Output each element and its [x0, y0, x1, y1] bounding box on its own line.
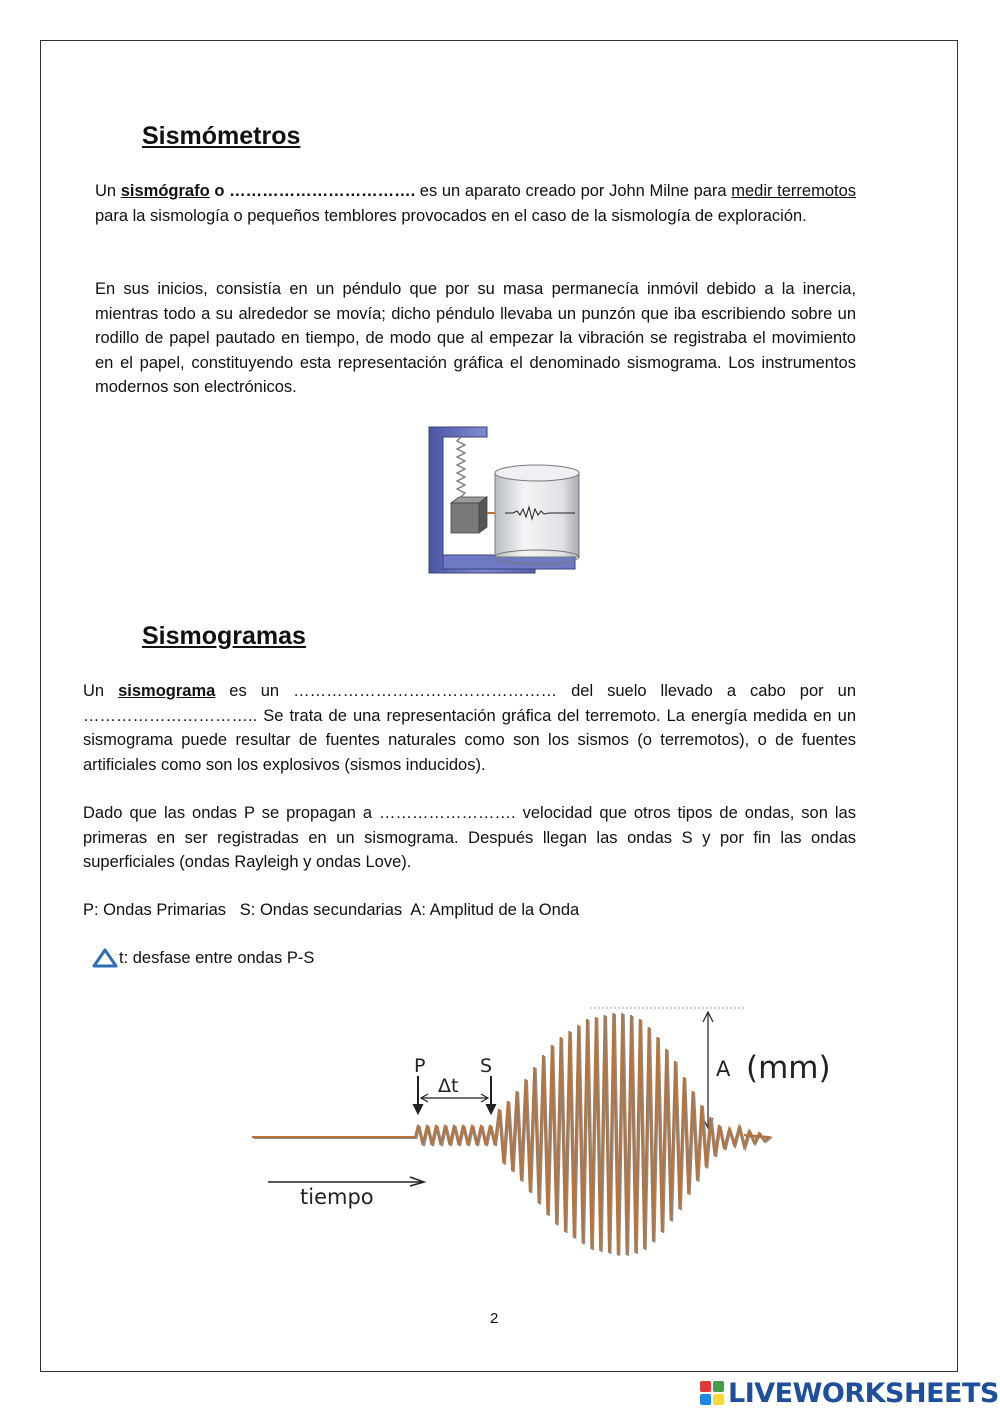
text-fragment: para la sismología o pequeños temblores provocados en el caso de la sismología de exploración.: [95, 206, 807, 225]
wave-line: [252, 1013, 769, 1255]
label-delta-t: Δt: [438, 1075, 459, 1097]
paragraph-historia: En sus inicios, consistía en un péndulo que por su masa permanecía inmóvil debido a la inercia, mientras todo a su alrededor se movía; dicho péndulo llevaba un punzón que iba escribiendo sobre un rodillo de papel pautado en tiempo, de modo que al empezar la vibración se registraba el movimiento en el papel, constituyendo esta representación gráfica el denominado sismograma. Los instrumentos modernos son electrónicos.: [95, 280, 856, 396]
delta-line-text: t: desfase entre ondas P-S: [119, 949, 315, 967]
section-title-sismometros: Sismómetros: [142, 122, 301, 150]
paragraph-sismografo: [95, 179, 856, 228]
section-title-sismogramas: Sismogramas: [142, 622, 306, 650]
triangle-icon: [92, 948, 118, 968]
text-fragment: es un aparato creado por John Milne para: [415, 182, 732, 200]
term-sismograma: sismograma: [118, 682, 216, 700]
seismograph-illustration: [425, 423, 595, 575]
label-mm: (mm): [746, 1050, 831, 1086]
link-medir-terremotos[interactable]: medir terremotos: [731, 182, 857, 200]
delta-line: [92, 946, 314, 970]
text-fragment: Un: [83, 682, 119, 700]
label-s: S: [480, 1055, 493, 1077]
label-tiempo: tiempo: [300, 1185, 374, 1209]
brand-logo: [700, 1376, 999, 1410]
page-number: 2: [490, 1310, 499, 1327]
text-fragment: es un ………………………………………… del suelo llevado a cabo por un ………………………….. Se trata de una representación gráfica del terremoto. La energía medida en un sismograma puede resultar de fuentes naturales como son los sismos (o terremotos), o de fuentes artificiales como son los explosivos (sismos inducidos).: [83, 682, 856, 774]
text-fragment: Un: [95, 182, 121, 200]
legend-line: P: Ondas Primarias S: Ondas secundarias A: Amplitud de la Onda: [83, 901, 580, 919]
label-p: P: [414, 1055, 426, 1077]
term-sismografo: sismógrafo: [120, 182, 210, 200]
wave-shadow: [254, 1014, 771, 1256]
seismic-wave-trace: [252, 1013, 771, 1256]
paragraph-sismograma: [83, 679, 856, 777]
label-a: A: [716, 1057, 731, 1081]
paragraph-ondas: Dado que las ondas P se propagan a ……………………. velocidad que otros tipos de ondas, son las primeras en ser registradas en un sismograma. Después llegan las ondas S y por fin las ondas superficiales (ondas Rayleigh y ondas Love).: [83, 804, 856, 871]
blank-field[interactable]: …………………………….: [229, 182, 416, 200]
brand-logo-icon: [700, 1381, 724, 1405]
text-fragment: o: [209, 182, 230, 200]
seismogram-diagram: [250, 1000, 850, 1265]
brand-name: LIVEWORKSHEETS: [728, 1377, 999, 1409]
